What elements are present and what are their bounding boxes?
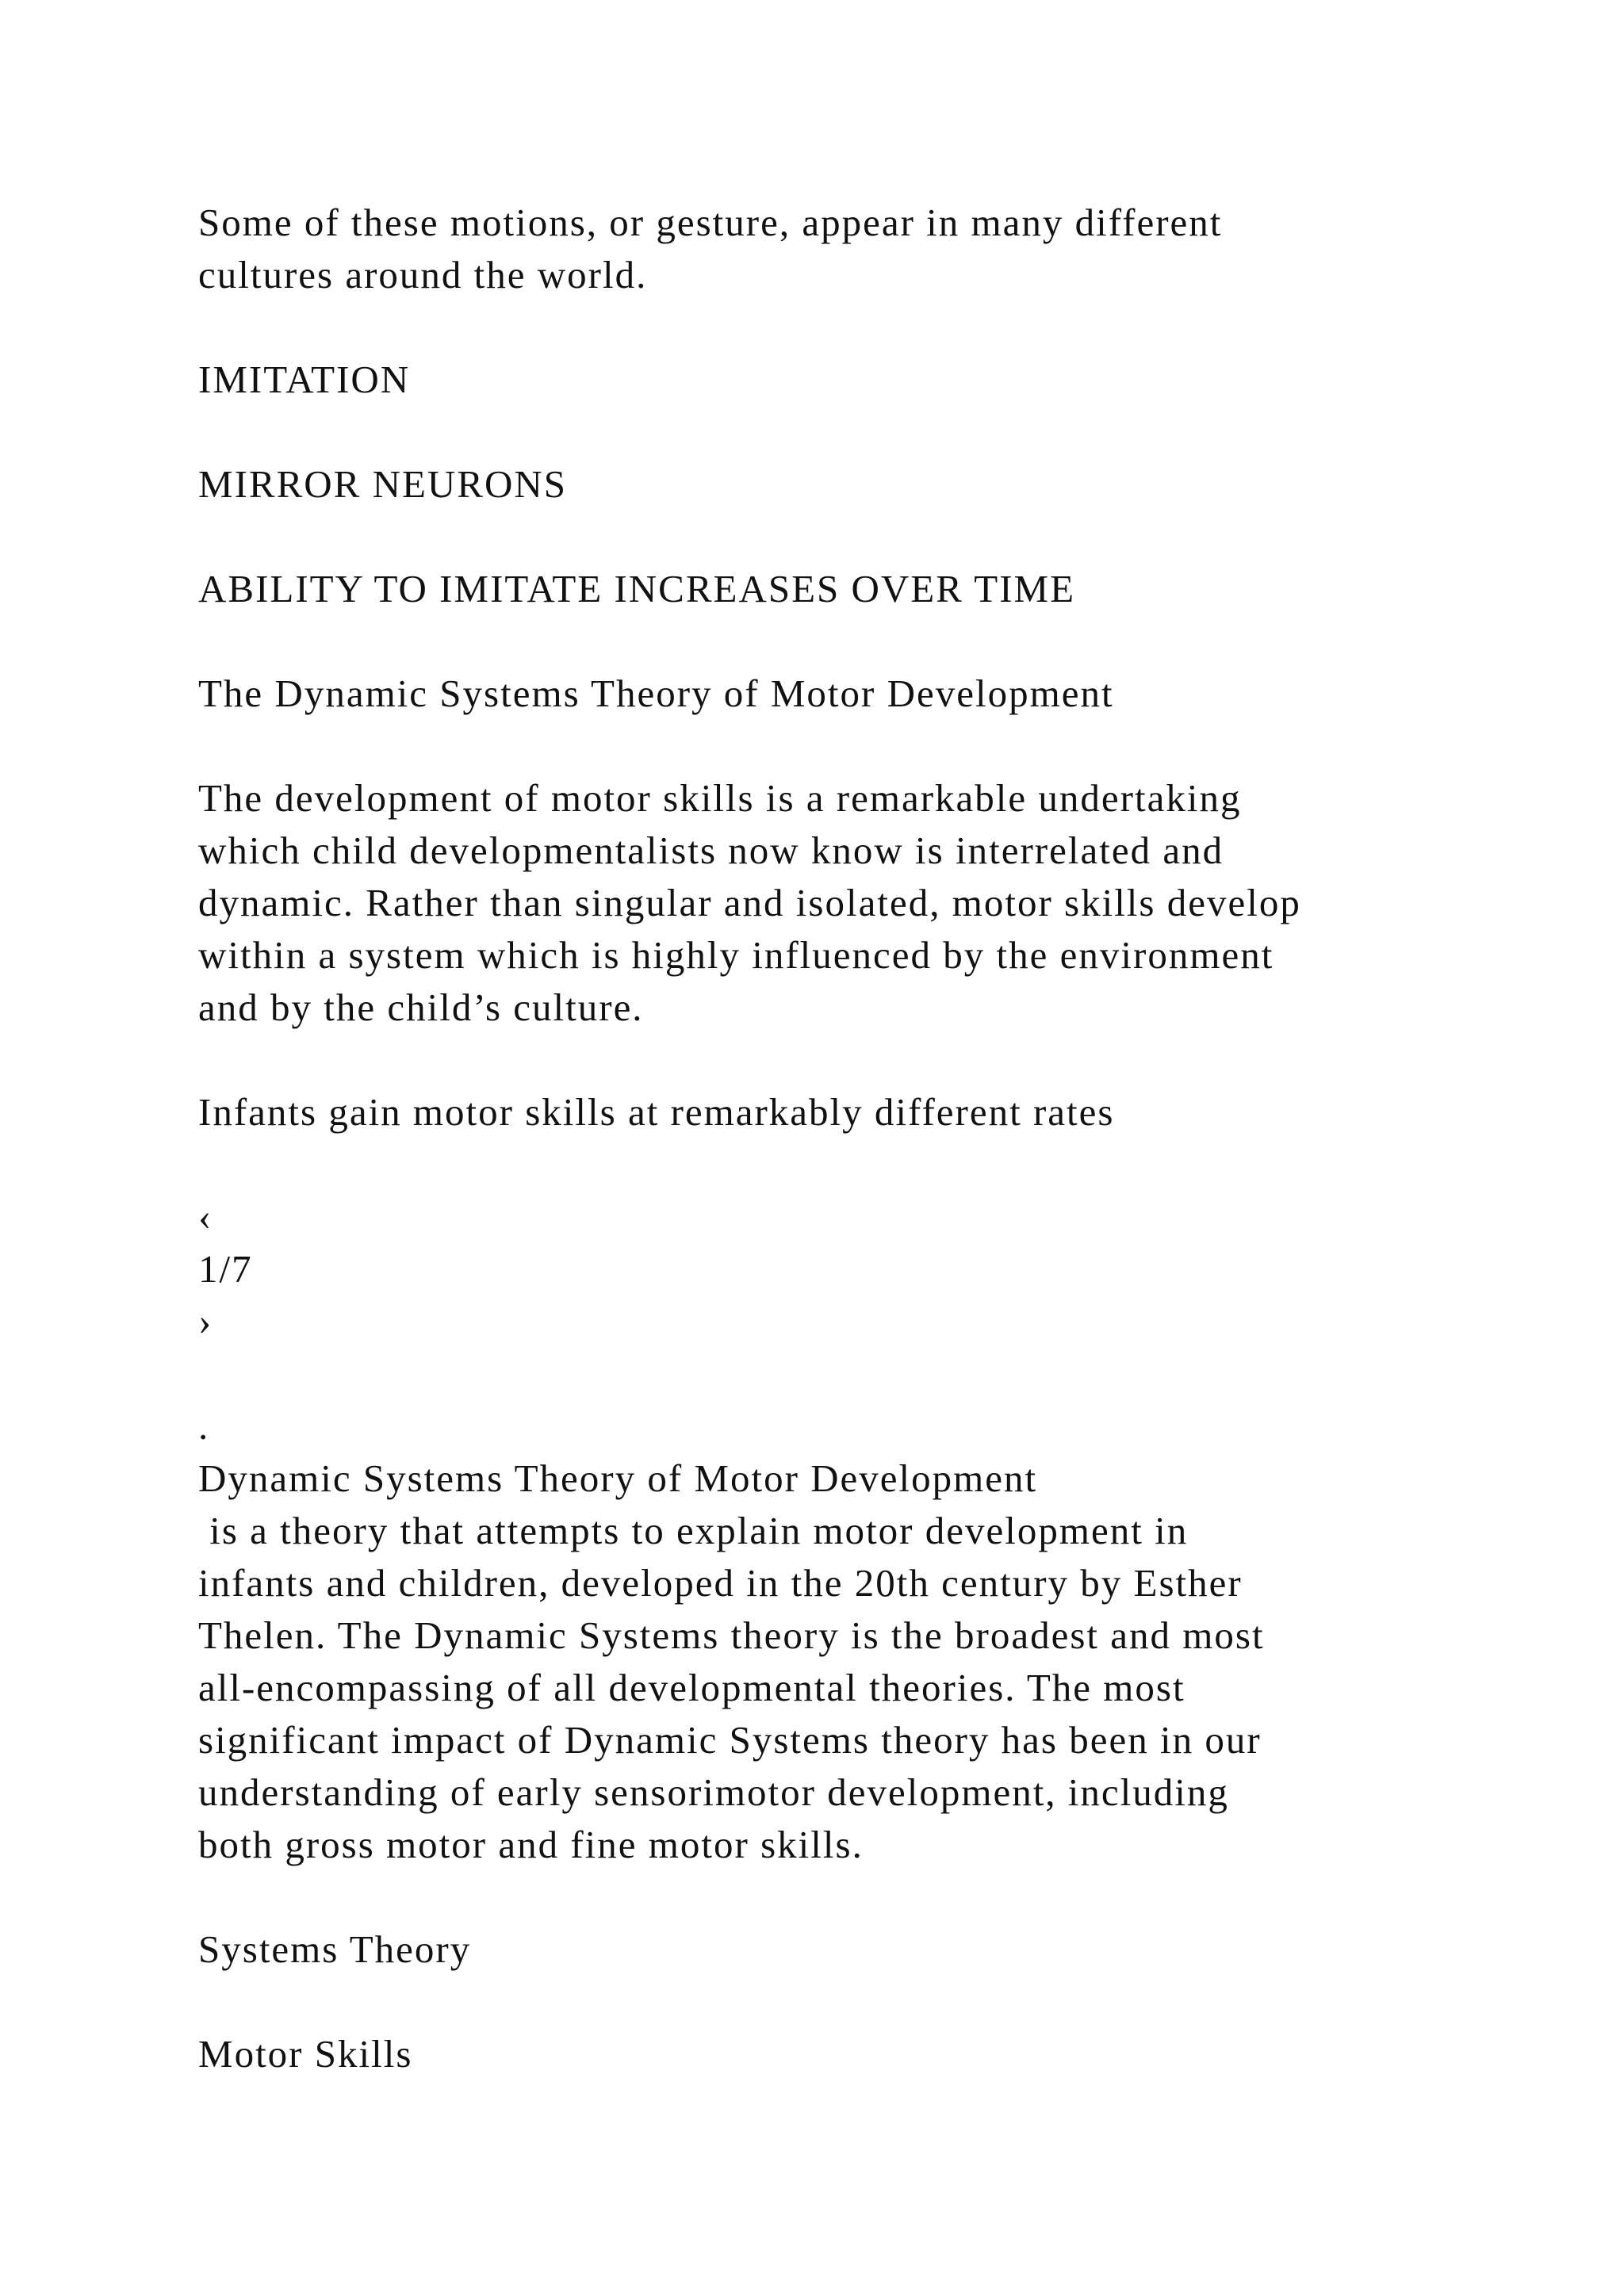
text-line: which child developmentalists now know is interrelated and — [198, 828, 1224, 872]
text-line: Some of these motions, or gesture, appear in many different — [198, 201, 1223, 244]
text-line: significant impact of Dynamic Systems theory has been in our — [198, 1718, 1262, 1762]
text-line: dynamic. Rather than singular and isolated, motor skills develop — [198, 881, 1301, 924]
heading-imitation: IMITATION — [198, 358, 411, 401]
carousel-prev-button[interactable]: ‹ — [198, 1195, 213, 1238]
carousel-next-button[interactable]: › — [198, 1299, 213, 1343]
text-line: both gross motor and fine motor skills. — [198, 1823, 864, 1866]
section-title: The Dynamic Systems Theory of Motor Development — [198, 672, 1114, 715]
definition-title: Dynamic Systems Theory of Motor Development — [198, 1456, 1038, 1500]
text-line: all-encompassing of all developmental theories. The most — [198, 1666, 1185, 1709]
heading-mirror-neurons: MIRROR NEURONS — [198, 462, 567, 506]
development-paragraph — [198, 772, 1467, 1034]
text-line: infants and children, developed in the 20th century by Esther — [198, 1561, 1243, 1605]
intro-paragraph — [198, 197, 1467, 301]
separator-dot: . — [198, 1404, 210, 1448]
text-line: is a theory that attempts to explain motor development in — [198, 1509, 1189, 1552]
definition-paragraph — [198, 1505, 1467, 1871]
document-body — [198, 197, 1467, 2080]
text-line: The development of motor skills is a remarkable undertaking — [198, 776, 1242, 820]
text-line: and by the child’s culture. — [198, 985, 644, 1029]
heading-ability-to-imitate: ABILITY TO IMITATE INCREASES OVER TIME — [198, 567, 1076, 610]
infants-line: Infants gain motor skills at remarkably different rates — [198, 1090, 1115, 1134]
text-line: within a system which is highly influenced by the environment — [198, 933, 1274, 977]
link-systems-theory[interactable]: Systems Theory — [198, 1927, 472, 1971]
link-motor-skills[interactable]: Motor Skills — [198, 2032, 413, 2076]
carousel-counter: 1/7 — [198, 1247, 253, 1291]
text-line: understanding of early sensorimotor development, including — [198, 1770, 1229, 1814]
text-line: cultures around the world. — [198, 253, 648, 297]
text-line: Thelen. The Dynamic Systems theory is the broadest and most — [198, 1613, 1265, 1657]
